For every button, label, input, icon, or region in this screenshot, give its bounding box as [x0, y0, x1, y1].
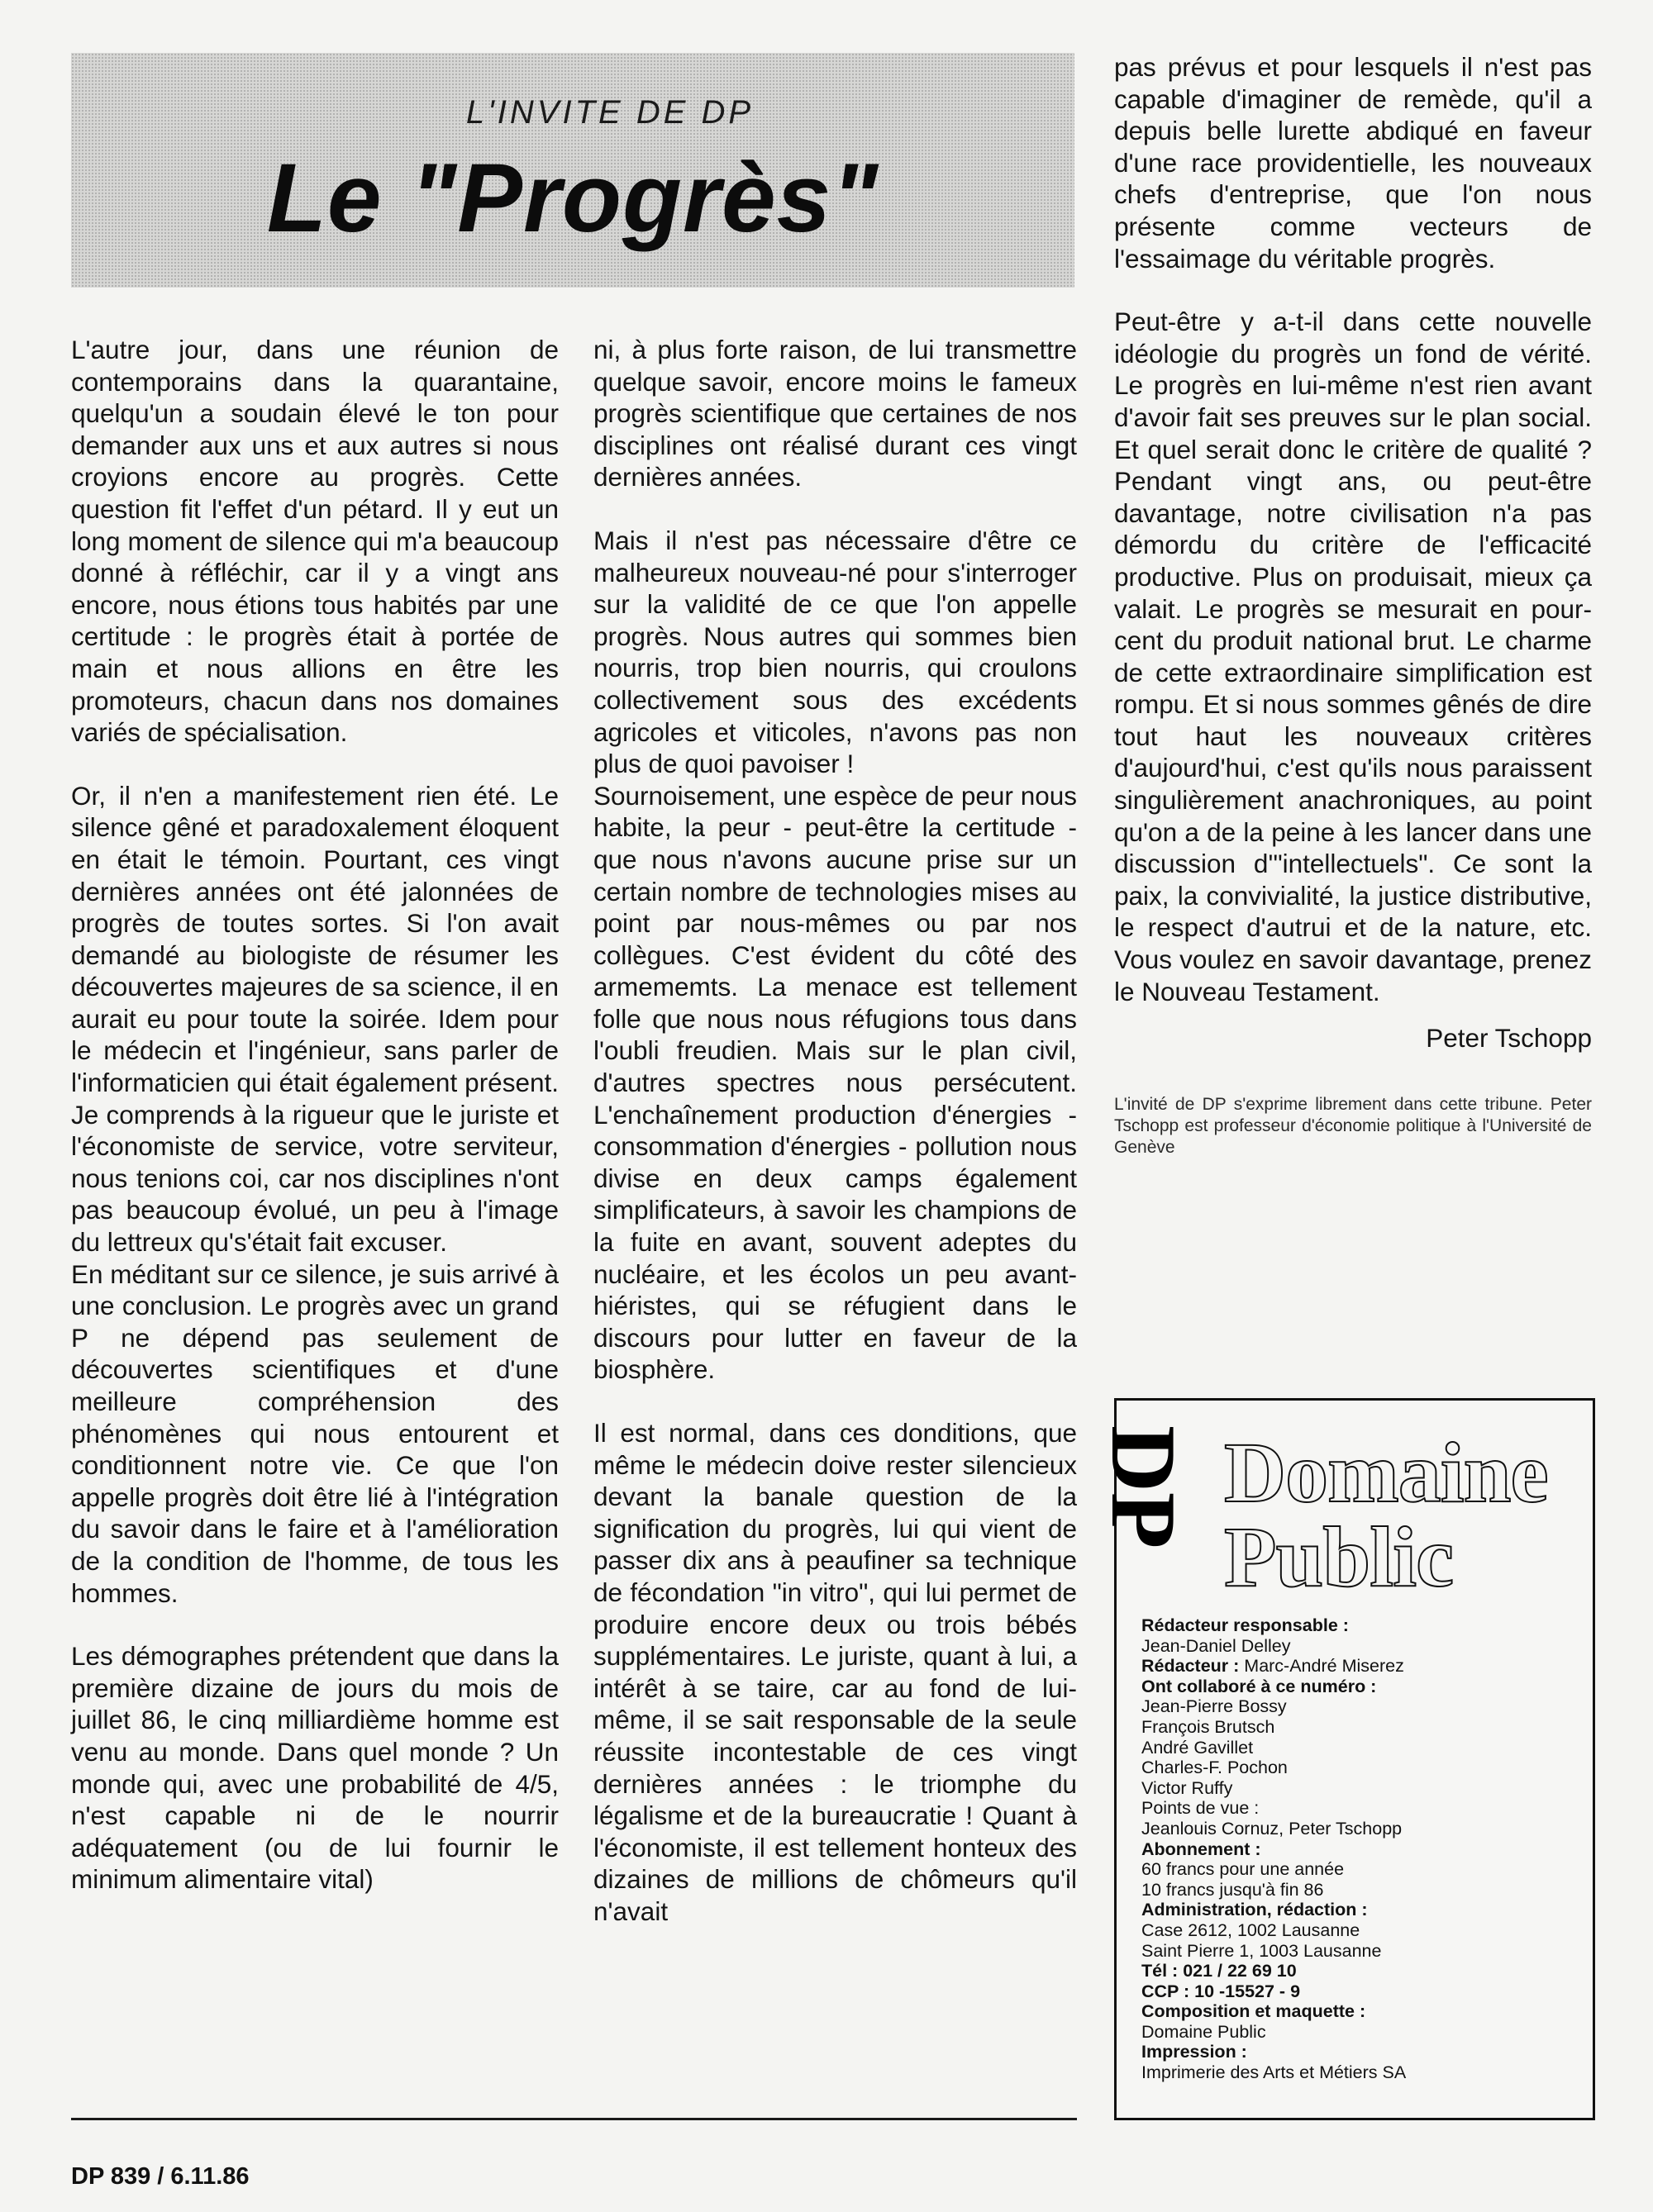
- credit-line: Case 2612, 1002 Lausanne: [1141, 1919, 1360, 1940]
- paragraph: Sournoisement, une espèce de peur nous habite, la peur - peut-être la certitude - que nous n'avons aucune prise sur un certain nombre de technologies mises au point par nous-mêmes ou par nos collègues. C'est évident du côté des armememts. La menace est tellement folle que nous nous réfugions tous dans l'oubli freudien. Mais sur le plan civil, d'autres spectres nous persécutent. L'enchaînement production d'énergies - consommation d'énergies - pollution nous divise en deux camps également simplificateurs, à savoir les champions de la fuite en avant, souvent adeptes du nucléaire, et les écolos un peu avant-hiéristes, qui se réfugient dans le discours pour lutter en faveur de la biosphère.: [593, 780, 1077, 1385]
- paragraph: Les démographes prétendent que dans la première dizaine de jours du mois de juillet 86, le cinq milliardième homme est venu au monde. Dans quel monde ? Un monde qui, avec une probabilité de 4/5, n'est capable ni de le nourrir adéquatement (ou de lui fournir le minimum alimentaire vital): [71, 1641, 559, 1895]
- issue-footer: DP 839 / 6.11.86: [71, 2163, 250, 2190]
- author-signature: Peter Tschopp: [1426, 1023, 1592, 1054]
- credit-line: Rédacteur : Marc-André Miserez: [1141, 1656, 1404, 1677]
- title-banner: [71, 53, 1074, 288]
- credit-line: Saint Pierre 1, 1003 Lausanne: [1141, 1940, 1382, 1961]
- credit-line: Jean-Daniel Delley: [1141, 1635, 1291, 1656]
- credit-line: Imprimerie des Arts et Métiers SA: [1141, 2062, 1407, 2083]
- credits-list: [1141, 1615, 1571, 2083]
- credit-line: Composition et maquette :: [1141, 2001, 1366, 2022]
- paragraph: L'autre jour, dans une réunion de contemporains dans la quarantaine, quelqu'un a soudain élevé le ton pour demander aux uns et aux autres si nous croyions encore au progrès. Cette question fit l'effet d'un pétard. Il y eut un long moment de silence qui m'a beaucoup donné à réfléchir, car il y a vingt ans encore, nous étions tous habités par une certitude : le progrès était à portée de main et nous allions en être les promoteurs, chacun dans nos domaines variés de spécialisation.: [71, 335, 559, 748]
- credit-line: Impression :: [1141, 2042, 1247, 2062]
- credit-line: Charles-F. Pochon: [1141, 1758, 1288, 1778]
- credit-line: Points de vue :: [1141, 1798, 1260, 1819]
- paragraph: Peut-être y a-t-il dans cette nouvelle idéologie du progrès un fond de vérité. Le progrès en lui-même n'est rien avant d'avoir fait ses preuves sur le plan social. Et quel serait donc le critère de qualité ? Pendant vingt ans, ou peut-être davantage, notre civilisation n'a pas démordu du critère de l'efficacité productive. Plus on produisait, mieux ça valait. Le progrès se mesurait en pour-cent du produit national brut. Le charme de cette extraordinaire simplification est rompu. Et si nous sommes gênés de dire tout haut les nouveaux critères d'aujourd'hui, c'est qu'ils nous paraissent singulièrement anachroniques, au point qu'on a de la peine à les lancer dans une discussion d'"intellectuels". Ce sont la paix, la convivialité, la justice distributive, le respect d'autrui et de la nature, etc. Vous voulez en savoir davantage, prenez le Nouveau Testament.: [1114, 307, 1592, 1006]
- credit-line: Victor Ruffy: [1141, 1777, 1233, 1798]
- paragraph: Mais il n'est pas nécessaire d'être ce malheureux nouveau-né pour s'interroger sur la validité de ce que l'on appelle progrès. Nous autres qui sommes bien nourris, trop bien nourris, qui croulons collectivement sous des excédents agricoles et viticoles, n'avons pas non plus de quoi pavoiser !: [593, 525, 1077, 779]
- logo-word-public: Public: [1224, 1510, 1454, 1605]
- credit-line: Jean-Pierre Bossy: [1141, 1696, 1287, 1717]
- paragraph: Or, il n'en a manifestement rien été. Le silence gêné et paradoxalement éloquent en était le témoin. Pourtant, ces vingt dernières années ont été jalonnées de progrès de toutes sortes. Si l'on avait demandé au biologiste de résumer les découvertes majeures de sa science, il en aurait eu pour toute la soirée. Idem pour le médecin et l'ingénieur, sans parler de l'informaticien qui était également présent. Je comprends à la rigueur que le juriste et l'économiste de service, votre serviteur, nous tenions coi, car nos disciplines n'ont pas beaucoup évolué, un peu à l'image du lettreux qu's'était fait excuser.: [71, 780, 559, 1258]
- credit-line: André Gavillet: [1141, 1737, 1254, 1758]
- paragraph: pas prévus et pour lesquels il n'est pas capable d'imaginer de remède, qu'il a depuis belle lurette abdiqué en faveur d'une race providentielle, les nouveaux chefs d'entreprise, que l'on nous présente comme vecteurs de l'essaimage du véritable progrès.: [1114, 52, 1592, 274]
- credit-line: François Brutsch: [1141, 1716, 1275, 1737]
- article-title: Le "Progrès": [266, 144, 879, 253]
- credit-line: Administration, rédaction :: [1141, 1900, 1368, 1920]
- footer-rule: [71, 2118, 1077, 2120]
- credit-line: Tél : 021 / 22 69 10: [1141, 1961, 1297, 1981]
- credit-line: Jeanlouis Cornuz, Peter Tschopp: [1141, 1818, 1403, 1839]
- article-column-1: [71, 334, 559, 1927]
- credit-line: Rédacteur responsable :: [1141, 1615, 1349, 1635]
- section-kicker: L'INVITE DE DP: [465, 94, 755, 131]
- credit-line: Abonnement :: [1141, 1839, 1261, 1859]
- credit-line: Ont collaboré à ce numéro :: [1141, 1676, 1377, 1696]
- logo-word-domaine: Domaine: [1224, 1425, 1548, 1520]
- paragraph: ni, à plus forte raison, de lui transmettre quelque savoir, encore moins le fameux progrès scientifique que certaines de nos disciplines ont réalisé durant ces vingt dernières années.: [593, 335, 1077, 492]
- credit-line: 60 francs pour une année: [1141, 1859, 1345, 1880]
- credit-line: 10 francs jusqu'à fin 86: [1141, 1879, 1324, 1900]
- masthead-box: [1092, 1398, 1595, 2120]
- article-column-3: [1114, 51, 1592, 1198]
- article-column-2: [593, 334, 1077, 1959]
- paragraph: Il est normal, dans ces donditions, que même le médecin doive rester silencieux devant la banale question de la signification du progrès, lui qui vient de passer dix ans à peaufiner sa technique de fécondation "in vitro", qui lui permet de produire encore deux ou trois bébés supplémentaires. Le juriste, quant à lui, a intérêt à se taire, car au fond de lui-même, il se sait responsable de la seule réussite incontestable de ces vingt dernières années : le triomphe du légalisme et de la bureaucratie ! Quant à l'économiste, il est tellement honteux des dizaines de millions de chômeurs qu'il n'avait: [593, 1418, 1077, 1926]
- author-note: L'invité de DP s'exprime librement dans cette tribune. Peter Tschopp est professeur d'économie politique à l'Université de Genève: [1114, 1094, 1592, 1157]
- credit-line: Domaine Public: [1141, 2021, 1266, 2042]
- dp-logo-text: DP: [1092, 1425, 1194, 1549]
- paragraph: En méditant sur ce silence, je suis arrivé à une conclusion. Le progrès avec un grand P ne dépend pas seulement de découvertes scientifiques et d'une meilleure compréhension des phénomènes qui nous entourent et conditionnent notre vie. Ce que l'on appelle progrès doit être lié à l'intégration du savoir dans le faire et à l'amélioration de la condition de l'homme, de tous les hommes.: [71, 1258, 560, 1608]
- dp-logo-mark: [1092, 1425, 1194, 1615]
- credit-line: CCP : 10 -15527 - 9: [1141, 1981, 1301, 2001]
